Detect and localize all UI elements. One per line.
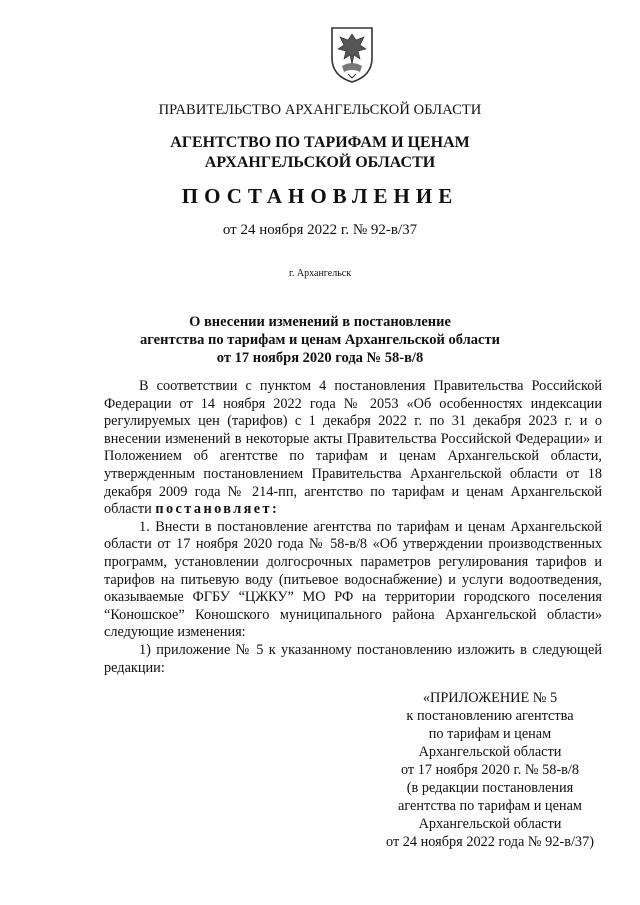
appendix-line: Архангельской области bbox=[418, 816, 562, 832]
body-paragraph-1 bbox=[104, 378, 602, 519]
document-subject bbox=[0, 313, 640, 367]
document-type: ПОСТАНОВЛЕНИЕ bbox=[181, 184, 459, 208]
government-title: ПРАВИТЕЛЬСТВО АРХАНГЕЛЬСКОЙ ОБЛАСТИ bbox=[158, 102, 482, 118]
subject-line2: агентства по тарифам и ценам Архангельской области bbox=[140, 332, 500, 348]
decree-word: постановляет: bbox=[155, 501, 280, 518]
appendix-line: агентства по тарифам и ценам bbox=[398, 798, 582, 814]
paragraph-1-text: В соответствии с пунктом 4 постановления Правительства Российской Федерации от 14 ноября 2022 года № 2053 «Об особенностях индексации регулируемых цен (тарифов) с 1 декабря 2022 г. по 31 декабря 2023 г. и о внесении изменений в некоторые акты Правительства Российской Федерации» и Положением об агентстве по тарифам и ценам Архангельской области, утвержденным постановлением Правительства Архангельской области от 18 декабря 2009 года № 214-пп, агентство по тарифам и ценам Архангельской области bbox=[104, 378, 602, 518]
document-body bbox=[104, 378, 602, 677]
coat-of-arms-icon bbox=[328, 24, 376, 84]
appendix-line: «ПРИЛОЖЕНИЕ № 5 bbox=[422, 690, 558, 706]
subject-line1: О внесении изменений в постановление bbox=[189, 314, 451, 330]
subject-line3: от 17 ноября 2020 года № 58-в/8 bbox=[216, 350, 424, 366]
agency-title bbox=[0, 133, 640, 173]
agency-title-line2: АРХАНГЕЛЬСКОЙ ОБЛАСТИ bbox=[204, 154, 436, 171]
appendix-line: (в редакции постановления bbox=[406, 780, 574, 796]
body-paragraph-2: 1. Внести в постановление агентства по тарифам и ценам Архангельской области от 17 ноября 2020 года № 58-в/8 «Об утверждении производственных программ, установлении долгосрочных параметров регулирования тарифов и тарифов на питьевую воду (питьевое водоснабжение) и услуги водоотведения, оказываемые ФГБУ “ЦЖКУ” МО РФ на территории городского поселения “Коношское” Коношского муниципального района Архангельской области» следующие изменения: bbox=[104, 518, 602, 641]
document-date-number: от 24 ноября 2022 г. № 92-в/37 bbox=[222, 222, 418, 238]
appendix-line: от 17 ноября 2020 г. № 58-в/8 bbox=[400, 762, 580, 778]
body-paragraph-3: 1) приложение № 5 к указанному постановлению изложить в следующей редакции: bbox=[104, 641, 602, 676]
document-city: г. Архангельск bbox=[288, 268, 352, 279]
agency-title-line1: АГЕНТСТВО ПО ТАРИФАМ И ЦЕНАМ bbox=[170, 134, 470, 151]
appendix-line: по тарифам и ценам bbox=[428, 726, 552, 742]
appendix-line: Архангельской области bbox=[418, 744, 562, 760]
appendix-line: к постановлению агентства bbox=[406, 708, 574, 724]
appendix-line: от 24 ноября 2022 года № 92-в/37) bbox=[386, 834, 594, 850]
appendix-heading bbox=[370, 689, 610, 851]
